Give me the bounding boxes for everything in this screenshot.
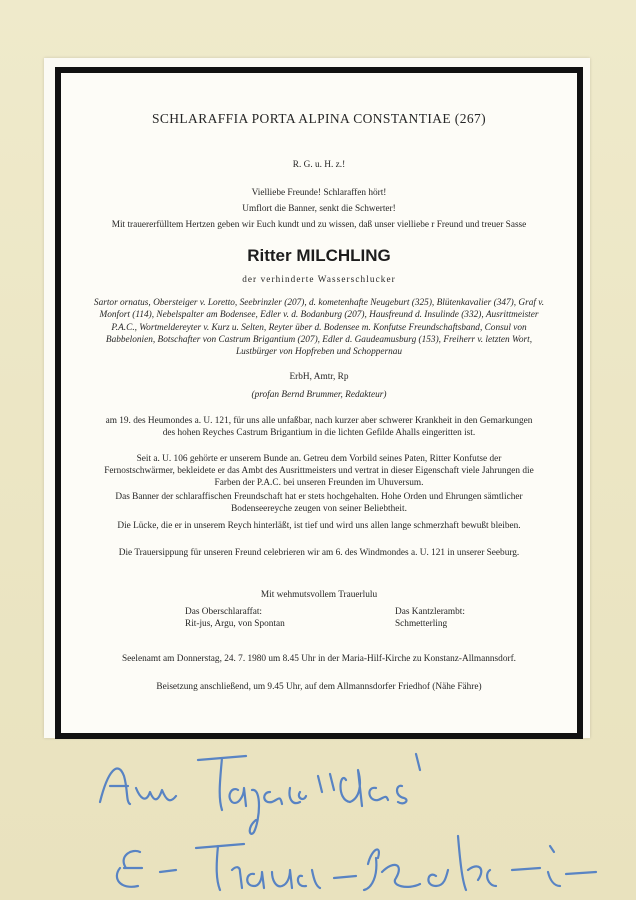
handwriting-stroke [196, 844, 320, 890]
announcement: Mit trauererfülltem Hertzen geben wir Euch kundt und zu wissen, daß unser vielliebe r Freund und treuer Sasse [111, 220, 527, 231]
signature-kantzlerambt [395, 606, 465, 630]
society-heading: SCHLARAFFIA PORTA ALPINA CONSTANTIAE (267) [151, 111, 487, 126]
deceased-epithet: der verhinderte Wasserschlucker [242, 274, 396, 284]
paragraph-membership: Seit a. U. 106 gehörte er unserem Bunde an. Getreu dem Vorbild seines Paten, Ritter Konfutse der Fernostschwärmer, bekleidete er das Ambt des Ausrittmeisters und vertrat in dieser Eigenschaft viele Jahrungen die Farben der P.A.C. bei unseren Freunden im Uhuversum. [104, 454, 534, 489]
greeting-line: Vielliebe Freunde! Schlaraffen hört! [251, 188, 387, 198]
paragraph-banner: Das Banner der schlaraffischen Freundschaft hat er stets hochgehalten. Hohe Orden und Ehrungen sämtlicher Bodenseereyche zeugen von seiner Beliebtheit. [115, 492, 523, 515]
handwriting-stroke [318, 754, 420, 806]
paragraph-ceremony: Die Trauersippung für unseren Freund celebrieren wir am 6. des Windmondes a. U. 121 in unserer Seeburg. [118, 548, 520, 558]
greeting [61, 187, 577, 236]
signature-names: Rit-jus, Argu, von Spontan [185, 619, 285, 630]
handwriting-stroke [198, 756, 306, 834]
handwriting-stroke [334, 876, 356, 878]
service-info: Seelenamt am Donnerstag, 24. 7. 1980 um 8.45 Uhr in der Maria-Hilf-Kirche zu Konstanz-Allmannsdorf. [122, 654, 516, 664]
profane-name: (profan Bernd Brummer, Redakteur) [251, 390, 387, 400]
signature-names: Schmetterling [395, 619, 448, 630]
greeting-line: Umflort die Banner, senkt die Schwerter! [242, 204, 396, 215]
paragraph-loss: Die Lücke, die er in unserem Reych hinterläßt, ist tief und wird uns allen lange schmerzhaft bewußt bleiben. [117, 521, 521, 531]
salutation-abbrev: R. G. u. H. z.! [292, 160, 346, 170]
honorary-titles: Sartor ornatus, Obersteiger v. Loretto, Seebrinzler (207), d. kometenhafte Neugeburt (325), Blütenkavalier (347), Graf v. Monfort (114), Nebelspalter am Bodensee, Edler v. d. Bodanburg (207), Hausfreund d. Insulinde (332), Ausrittmeister P.A.C., Wortmeldereyter v. Kurz u. Selten, Reyter über d. Bodensee m. Konfutse Freundschaftsband, Consul von Babbelonien, Botschafter von Castrum Brigantium (207), Edler d. Gaudeamusburg (153), Freiherr v. letzten Wort, Lustbürger von Hopfreben und Schoppernau [93, 298, 545, 358]
handwriting-stroke [512, 846, 596, 886]
signature-role: Das Oberschlaraffat: [185, 607, 263, 617]
handwritten-note [0, 740, 636, 900]
handwriting-stroke [100, 768, 176, 804]
handwriting-stroke [117, 851, 176, 887]
signature-oberschlaraffat [185, 606, 285, 630]
handwriting-stroke [364, 836, 496, 890]
paragraph-death: am 19. des Heumondes a. U. 121, für uns alle unfaßbar, nach kurzer aber schwerer Krankheit in den Gemarkungen des hohen Reyches Castrum Brigantium in die lichten Gefilde Ahalls eingeritten ist. [105, 416, 533, 439]
obituary-frame [55, 67, 583, 739]
farewell: Mit wehmutsvollem Trauerlulu [260, 590, 378, 600]
degrees: ErbH, Amtr, Rp [289, 372, 349, 382]
burial-info: Beisetzung anschließend, um 9.45 Uhr, auf dem Allmannsdorfer Friedhof (Nähe Fähre) [156, 682, 482, 692]
deceased-name: Ritter MILCHLING [247, 246, 391, 265]
signature-role: Das Kantzlerambt: [395, 607, 465, 617]
